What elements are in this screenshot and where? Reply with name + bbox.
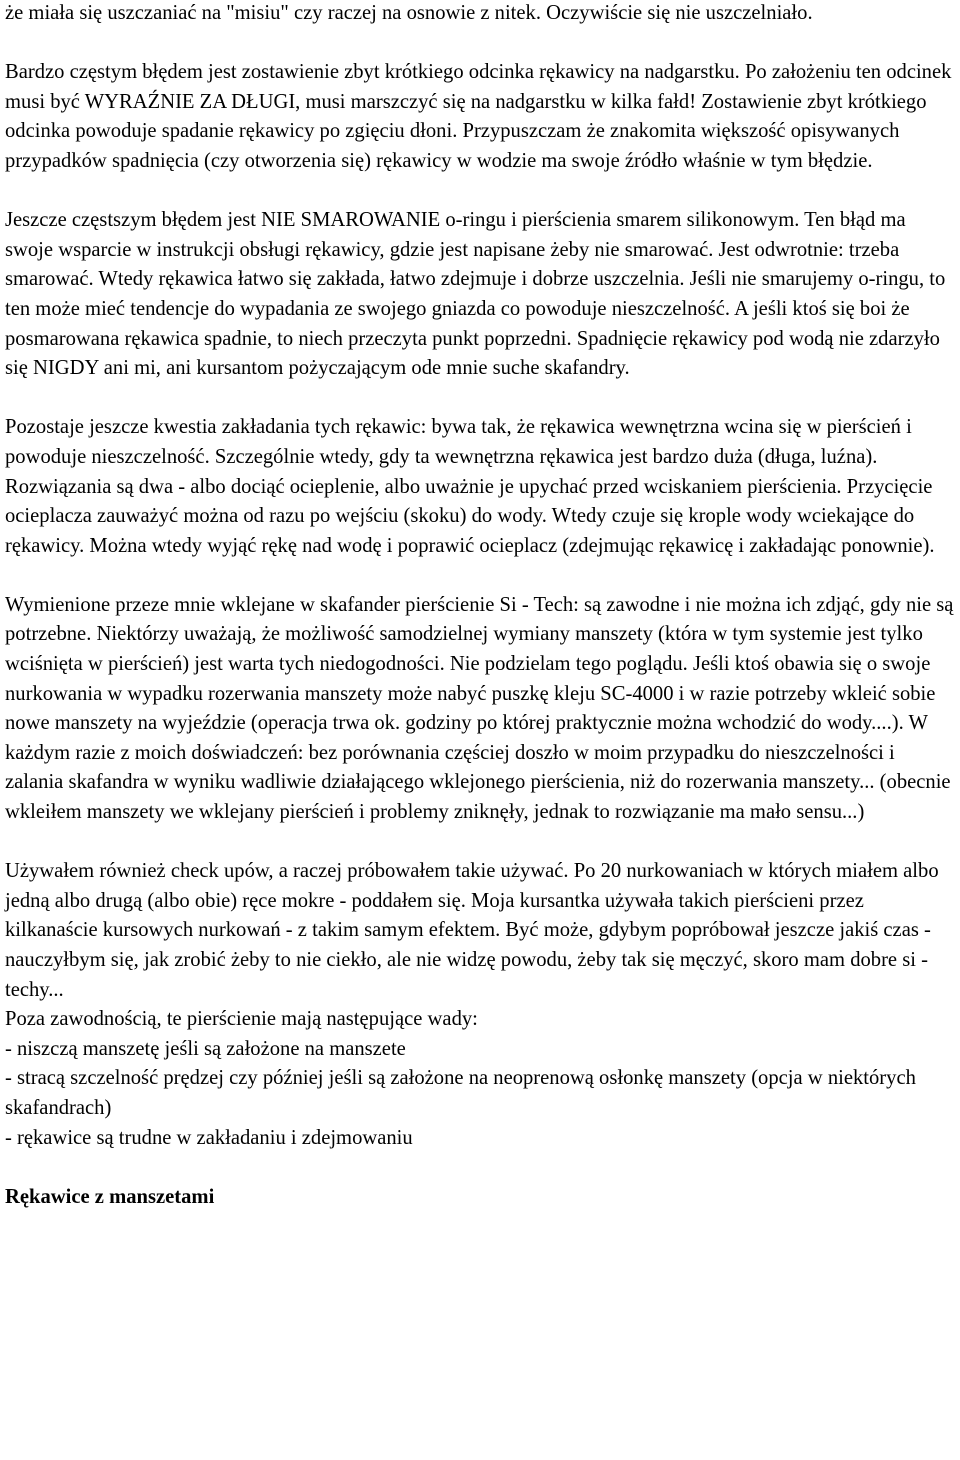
paragraph-spacer: [5, 29, 957, 59]
paragraph-intro: że miała się uszczaniać na "misiu" czy raczej na osnowie z nitek. Oczywiście się nie uszczelniało.: [5, 2, 813, 24]
list-item: - rękawice są trudne w zakładaniu i zdejmowaniu: [5, 1126, 413, 1149]
paragraph-donning: Pozostaje jeszcze kwestia zakładania tych rękawic: bywa tak, że rękawica wewnętrzna wcina się w pierścień i powoduje nieszczelność. Szczególnie wtedy, gdy ta wewnętrzna rękawica jest bardzo duża (długa, luźna). Rozwiązania są dwa - albo dociąć ocieplenie, albo uważnie je upychać przed wciskaniem pierścienia. Przycięcie ocieplacza zauważyć można od razu po wejściu (skoku) do wody. Wtedy czuje się krople wody wciekające do rękawicy. Można wtedy wyjąć rękę nad wodę i poprawić ocieplacz (zdejmując rękawicę i zakładając ponownie).: [5, 416, 935, 557]
paragraph-spacer: [5, 561, 957, 591]
paragraph-spacer: [5, 384, 957, 414]
list-intro: Poza zawodnością, te pierścienie mają następujące wady:: [5, 1008, 478, 1031]
paragraph-spacer: [5, 1153, 957, 1183]
list-item: - niszczą manszetę jeśli są założone na manszete: [5, 1037, 406, 1060]
document-page: [5, 0, 957, 1212]
list-item: - stracą szczelność prędzej czy później jeśli są założone na neoprenową osłonkę manszety (opcja w niektórych skafandrach): [5, 1067, 916, 1119]
paragraph-check-ups: Używałem również check upów, a raczej próbowałem takie używać. Po 20 nurkowaniach w których miałem albo jedną albo drugą (albo obie) ręce mokre - poddałem się. Moja kursantka używała takich pierścieni przez kilkanaście kursowych nurkowań - z takim samym efektem. Być może, gdybym popróbował jeszcze jakiś czas - nauczyłbym się, jak zrobić żeby to nie ciekło, ale nie widzę powodu, żeby tak się męczyć, skoro mam dobre si - techy...: [5, 860, 939, 1001]
paragraph-lubrication: Jeszcze częstszym błędem jest NIE SMAROWANIE o-ringu i pierścienia smarem silikonowym. Ten błąd ma swoje wsparcie w instrukcji obsługi rękawicy, gdzie jest napisane żeby nie smarować. Jest odwrotnie: trzeba smarować. Wtedy rękawica łatwo się zakłada, łatwo zdejmuje i dobrze uszczelnia. Jeśli nie smarujemy o-ringu, to ten może mieć tendencje do wypadania ze swojego gniazda co powoduje nieszczelność. A jeśli ktoś się boi że posmarowana rękawica spadnie, to niech przeczyta punkt poprzedni. Spadnięcie rękawicy pod wodą nie zdarzyło się NIGDY ani mi, ani kursantom pożyczającym ode mnie suche skafandry.: [5, 209, 946, 380]
paragraph-spacer: [5, 828, 957, 858]
paragraph-cuff-length: Bardzo częstym błędem jest zostawienie zbyt krótkiego odcinka rękawicy na nadgarstku. Po założeniu ten odcinek musi być WYRAŹNIE ZA DŁUGI, musi marszczyć się na nadgarstku w kilka fałd! Zostawienie zbyt krótkiego odcinka powoduje spadanie rękawicy po zgięciu dłoni. Przypuszczam że znakomita większość opisywanych przypadków spadnięcia (czy otworzenia się) rękawicy w wodzie ma swoje źródło właśnie w tym błędzie.: [5, 61, 952, 172]
paragraph-si-tech-rings: Wymienione przeze mnie wklejane w skafander pierścienie Si - Tech: są zawodne i nie można ich zdjąć, gdy nie są potrzebne. Niektórzy uważają, że możliwość samodzielnej wymiany manszety (która w tym systemie jest tylko wciśnięta w pierścień) jest warta tych niedogodności. Nie podzielam tego poglądu. Jeśli ktoś obawia się o swoje nurkowania w wypadku rozerwania manszety może nabyć puszkę kleju SC-4000 i w razie potrzeby wkleić sobie nowe manszety na wyjeździe (operacja trwa ok. godziny po której praktycznie można wchodzić do wody....). W każdym razie z moich doświadczeń: bez porównania częściej doszło w moim przypadku do nieszczelności i zalania skafandra w wyniku wadliwie działającego wklejonego pierścienia, niż do rozerwania manszety... (obecnie wkleiłem manszety we wklejany pierścień i problemy zniknęły, jednak to rozwiązanie ma mało sensu...): [5, 593, 954, 824]
section-heading: Rękawice z manszetami: [5, 1185, 215, 1208]
paragraph-spacer: [5, 177, 957, 207]
